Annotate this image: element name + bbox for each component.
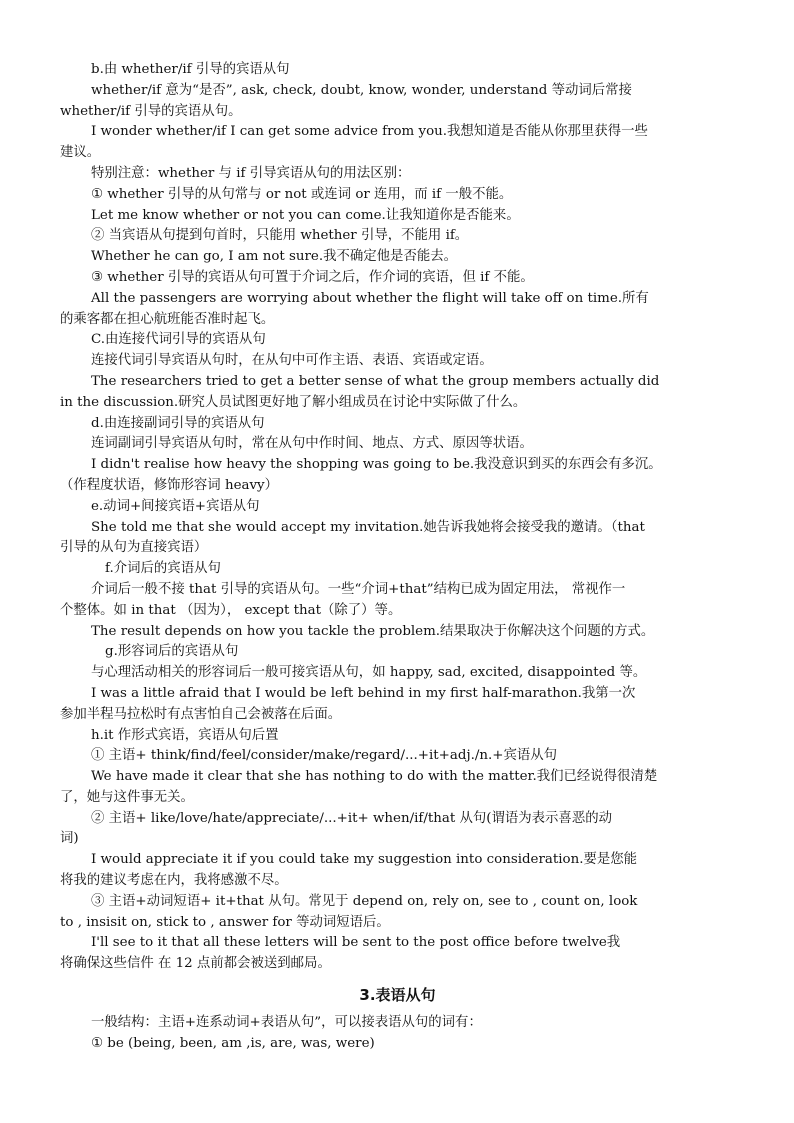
text-line: I'll see to it that all these letters will be sent to the post office before twelve我 — [91, 935, 621, 951]
text-line: 一般结构：主语+连系动词+表语从句”，可以接表语从句的词有： — [91, 1015, 482, 1031]
text-line: 的乘客都在担心航班能否准时起飞。 — [60, 311, 275, 327]
text-line: g.形容词后的宾语从句 — [105, 644, 239, 660]
text-line: 引导的从句为直接宾语） — [60, 540, 208, 556]
text-line: ② 当宾语从句提到句首时，只能用 whether 引导，不能用 if。 — [91, 228, 469, 244]
text-line: Let me know whether or not you can come.让我知道你是否能来。 — [91, 207, 520, 223]
text-line: All the passengers are worrying about whether the flight will take off on time.所有 — [91, 290, 649, 306]
text-line: b.由 whether/if 引导的宾语从句 — [91, 62, 290, 77]
text-line: f.介词后的宾语从句 — [105, 561, 221, 577]
text-line: 连词副词引导宾语从句时，常在从句中作时间、地点、方式、原因等状语。 — [91, 436, 533, 452]
text-line: I wonder whether/if I can get some advice from you.我想知道是否能从你那里获得一些 — [91, 124, 648, 140]
body-text — [60, 60, 735, 975]
section-body-text — [60, 1013, 735, 1055]
text-line: 个整体。如 in that （因为）， except that（除了）等。 — [60, 602, 402, 618]
text-line: I didn't realise how heavy the shopping was going to be.我没意识到买的东西会有多沉。 — [91, 457, 662, 473]
text-line: 参加半程马拉松时有点害怕自己会被落在后面。 — [60, 706, 342, 722]
text-line: e.动词+间接宾语+宾语从句 — [91, 498, 260, 514]
text-line: whether/if 意为“是否”, ask, check, doubt, know, wonder, understand 等动词后常接 — [91, 82, 632, 98]
text-line: Whether he can go, I am not sure.我不确定他是否能去。 — [91, 249, 458, 265]
text-line: The researchers tried to get a better sense of what the group members actually did — [91, 373, 660, 389]
text-line: 连接代词引导宾语从句时，在从句中可作主语、表语、宾语或定语。 — [91, 353, 493, 369]
text-line: I was a little afraid that I would be left behind in my first half-marathon.我第一次 — [91, 685, 636, 701]
text-line: 了，她与这件事无关。 — [60, 789, 194, 805]
document-page — [60, 60, 735, 1055]
text-line: The result depends on how you tackle the problem.结果取决于你解决这个问题的方式。 — [91, 623, 655, 639]
text-line: ① be (being, been, am ,is, are, was, were) — [91, 1035, 375, 1051]
text-line: ③ 主语+动词短语+ it+that 从句。常见于 depend on, rely on, see to , count on, look — [91, 893, 638, 909]
text-line: She told me that she would accept my invitation.她告诉我她将会接受我的邀请。（that — [91, 519, 645, 535]
text-line: ① 主语+ think/find/feel/consider/make/regard/...+it+adj./n.+宾语从句 — [91, 748, 558, 764]
text-line: ② 主语+ like/love/hate/appreciate/...+it+ when/if/that 从句(谓语为表示喜恶的动 — [91, 810, 612, 826]
text-line: ③ whether 引导的宾语从句可置于介词之后，作介词的宾语，但 if 不能。 — [91, 269, 534, 285]
text-line: to , insisit on, stick to , answer for 等动词短语后。 — [60, 914, 390, 930]
text-line: We have made it clear that she has nothing to do with the matter.我们已经说得很清楚 — [91, 769, 658, 785]
text-line: I would appreciate it if you could take my suggestion into consideration.要是您能 — [91, 852, 638, 868]
text-line: 将我的建议考虑在内，我将感激不尽。 — [60, 873, 288, 889]
text-line: （作程度状语，修饰形容词 heavy） — [60, 477, 278, 493]
text-line: 建议。 — [60, 145, 101, 161]
text-line: ① whether 引导的从句常与 or not 或连词 or 连用，而 if 一般不能。 — [91, 186, 513, 202]
section-heading: 3.表语从句 — [359, 986, 436, 1005]
text-line: h.it 作形式宾语，宾语从句后置 — [91, 727, 279, 743]
text-line: 特别注意：whether 与 if 引导宾语从句的用法区别： — [91, 165, 411, 181]
text-line: 介词后一般不接 that 引导的宾语从句。一些“介词+that”结构已成为固定用法， 常视作一 — [91, 581, 626, 597]
text-line: 将确保这些信件 在 12 点前都会被送到邮局。 — [60, 956, 331, 972]
text-line: d.由连接副词引导的宾语从句 — [91, 415, 265, 431]
text-line: in the discussion.研究人员试图更好地了解小组成员在讨论中实际做了什么。 — [60, 394, 527, 410]
text-line: whether/if 引导的宾语从句。 — [60, 103, 242, 119]
text-line: C.由连接代词引导的宾语从句 — [91, 332, 266, 348]
text-line: 与心理活动相关的形容词后一般可接宾语从句，如 happy, sad, excited, disappointed 等。 — [91, 665, 647, 681]
text-line: 词) — [60, 831, 79, 847]
